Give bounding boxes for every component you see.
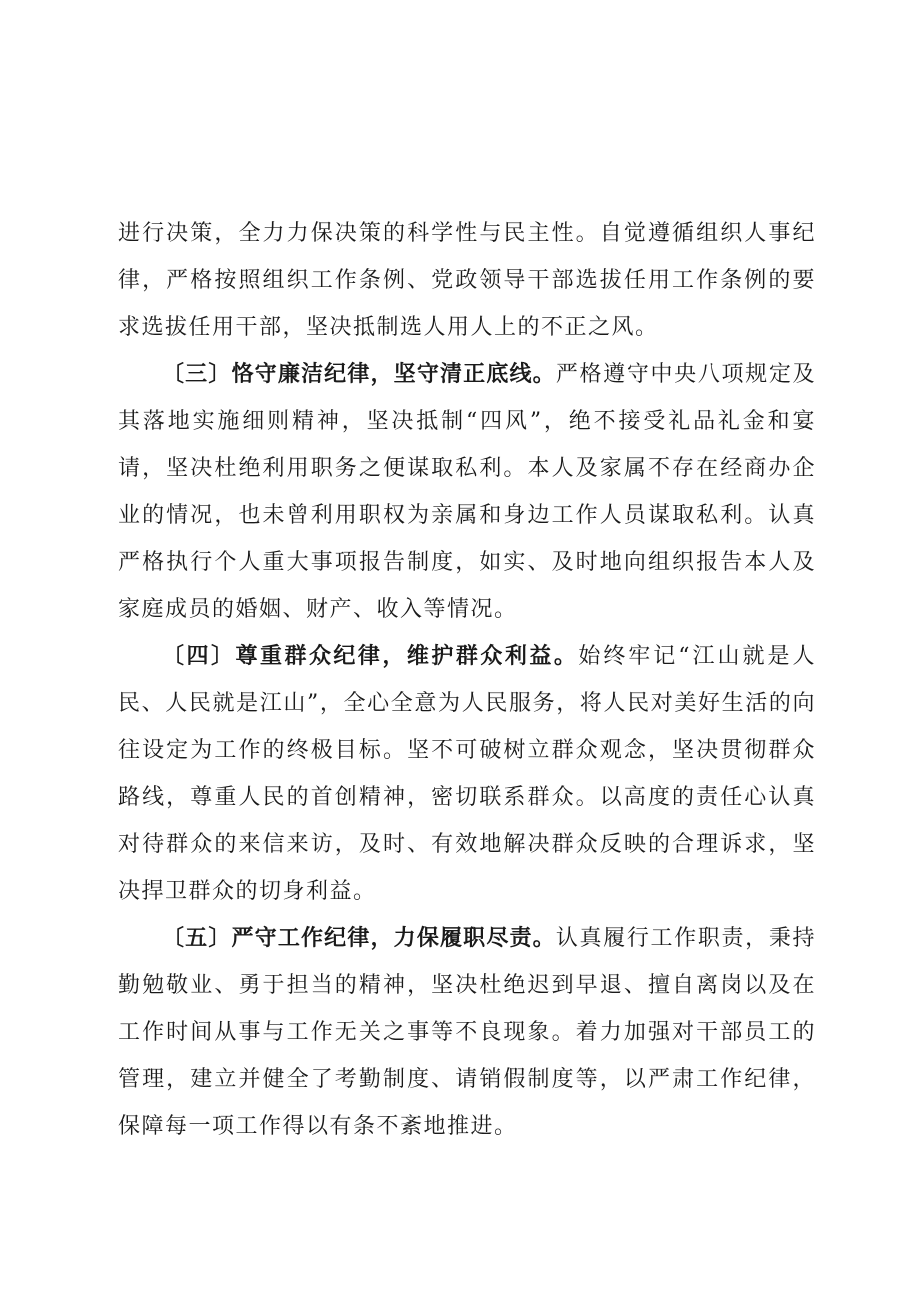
document-body: [118, 210, 816, 1150]
paragraph-section-5: [118, 915, 816, 1150]
paragraph-section-4: [118, 633, 816, 915]
section-heading-4: 〔四〕尊重群众纪律，维护群众利益。: [162, 644, 579, 669]
paragraph-text: 始终牢记“江山就是人民、人民就是江山”，全心全意为人民服务，将人民对美好生活的向往设定为工作的终极目标。坚不可破树立群众观念，坚决贯彻群众路线，尊重人民的首创精神，密切联系群众。以高度的责任心认真对待群众的来信来访，及时、有效地解决群众反映的合理诉求，坚决捍卫群众的切身利益。: [118, 644, 816, 904]
section-heading-3: 〔三〕恪守廉洁纪律，坚守清正底线。: [162, 362, 556, 387]
paragraph-continuation: [118, 210, 816, 351]
paragraph-text: 严格遵守中央八项规定及其落地实施细则精神，坚决抵制“四风”，绝不接受礼品礼金和宴请，坚决杜绝利用职务之便谋取私利。本人及家属不存在经商办企业的情况，也未曾利用职权为亲属和身边工作人员谋取私利。认真严格执行个人重大事项报告制度，如实、及时地向组织报告本人及家庭成员的婚姻、财产、收入等情况。: [118, 362, 816, 622]
paragraph-text: 认真履行工作职责，秉持勤勉敬业、勇于担当的精神，坚决杜绝迟到早退、擅自离岗以及在工作时间从事与工作无关之事等不良现象。着力加强对干部员工的管理，建立并健全了考勤制度、请销假制度等，以严肃工作纪律，保障每一项工作得以有条不紊地推进。: [118, 926, 816, 1139]
paragraph-text: 进行决策，全力力保决策的科学性与民主性。自觉遵循组织人事纪律，严格按照组织工作条例、党政领导干部选拔任用工作条例的要求选拔任用干部，坚决抵制选人用人上的不正之风。: [118, 221, 816, 340]
paragraph-section-3: [118, 351, 816, 633]
section-heading-5: 〔五〕严守工作纪律，力保履职尽责。: [162, 926, 556, 951]
